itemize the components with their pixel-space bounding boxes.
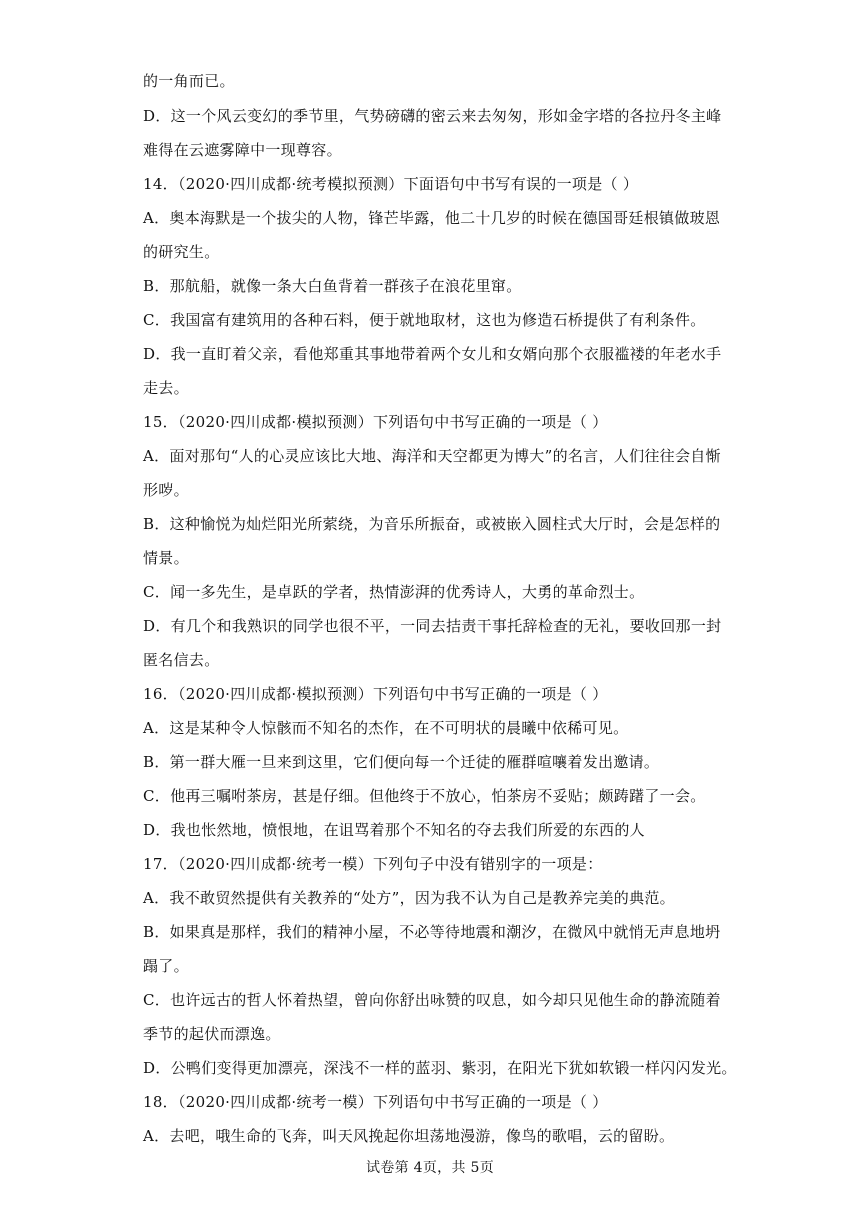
- option-d: D．我一直盯着父亲，看他郑重其事地带着两个女儿和女婿向那个衣服褴褛的年老水手: [143, 345, 722, 363]
- option-d: D．有几个和我熟识的同学也很不平，一同去拮责干事托辞检查的无礼，要收回那一封: [143, 617, 722, 635]
- question-15-heading: 15．（2020·四川成都·模拟预测）下列语句中书写正确的一项是（ ）: [143, 413, 608, 431]
- question-18-heading: 18．（2020·四川成都·统考一模）下列语句中书写正确的一项是（ ）: [143, 1093, 608, 1111]
- question-14-heading: 14．（2020·四川成都·统考模拟预测）下面语句中书写有误的一项是（ ）: [143, 175, 639, 193]
- option-a: A．我不敢贸然提供有关教养的“处方”，因为我不认为自己是教养完美的典范。: [143, 889, 675, 907]
- text-line: 形哕。: [143, 481, 189, 499]
- option-c: C．也许远古的哲人怀着热望，曾向你舒出咏赞的叹息，如今却只见他生命的静流随着: [143, 991, 721, 1009]
- option-a: A．这是某种令人惊骸而不知名的杰作，在不可明状的晨曦中依稀可见。: [143, 719, 629, 737]
- option-d: D．公鸭们变得更加漂亮，深浅不一样的蓝羽、紫羽，在阳光下犹如软锻一样闪闪发光。: [143, 1059, 737, 1077]
- option-a: A．奥本海默是一个拔尖的人物，锋芒毕露，他二十几岁的时候在德国哥廷根镇做玻恩: [143, 209, 721, 227]
- option-c: C．我国富有建筑用的各种石料，便于就地取材，这也为修造石桥提供了有利条件。: [143, 311, 706, 329]
- option-a: A．面对那句“人的心灵应该比大地、海洋和天空都更为博大”的名言，人们往往会自惭: [143, 447, 721, 465]
- question-17-heading: 17．（2020·四川成都·统考一模）下列句子中没有错别字的一项是：: [143, 855, 603, 873]
- option-c: C．他再三嘱咐茶房，甚是仔细。但他终于不放心，怕茶房不妥贴；颇踌躇了一会。: [143, 787, 706, 805]
- text-line: 走去。: [143, 379, 189, 397]
- option-b: B．如果真是那样，我们的精神小屋，不必等待地震和潮汐，在微风中就悄无声息地坍: [143, 923, 721, 941]
- question-16-heading: 16．（2020·四川成都·模拟预测）下列语句中书写正确的一项是（ ）: [143, 685, 608, 703]
- option-d: D．我也怅然地，愤恨地，在诅骂着那个不知名的夺去我们所爱的东西的人: [143, 821, 645, 839]
- option-c: C．闻一多先生，是卓跃的学者，热情澎湃的优秀诗人，大勇的革命烈士。: [143, 583, 645, 601]
- text-line: D．这一个风云变幻的季节里，气势磅礴的密云来去匆匆，形如金字塔的各拉丹冬主峰: [143, 107, 722, 125]
- page-footer: 试卷第 4页，共 5页: [365, 1160, 494, 1176]
- text-line: 情景。: [143, 549, 189, 567]
- text-line: 难得在云遮雾障中一现尊容。: [143, 141, 342, 159]
- option-b: B．第一群大雁一旦来到这里，它们便向每一个迁徒的雁群喧嚷着发出邀请。: [143, 753, 660, 771]
- option-a: A．去吧，哦生命的飞奔，叫天风挽起你坦荡地漫游，像鸟的歌唱，云的留盼。: [143, 1127, 675, 1145]
- option-b: B．这种愉悦为灿烂阳光所萦绕，为音乐所振奋，或被嵌入圆柱式大厅时，会是怎样的: [143, 515, 721, 533]
- option-b: B．那航船，就像一条大白鱼背着一群孩子在浪花里窜。: [143, 277, 522, 295]
- text-line: 的一角而已。: [143, 72, 235, 90]
- text-line: 季节的起伏而漂逸。: [143, 1025, 281, 1043]
- text-line: 匿名信去。: [143, 651, 220, 669]
- text-line: 蹋了。: [143, 957, 189, 975]
- text-line: 的研究生。: [143, 243, 220, 261]
